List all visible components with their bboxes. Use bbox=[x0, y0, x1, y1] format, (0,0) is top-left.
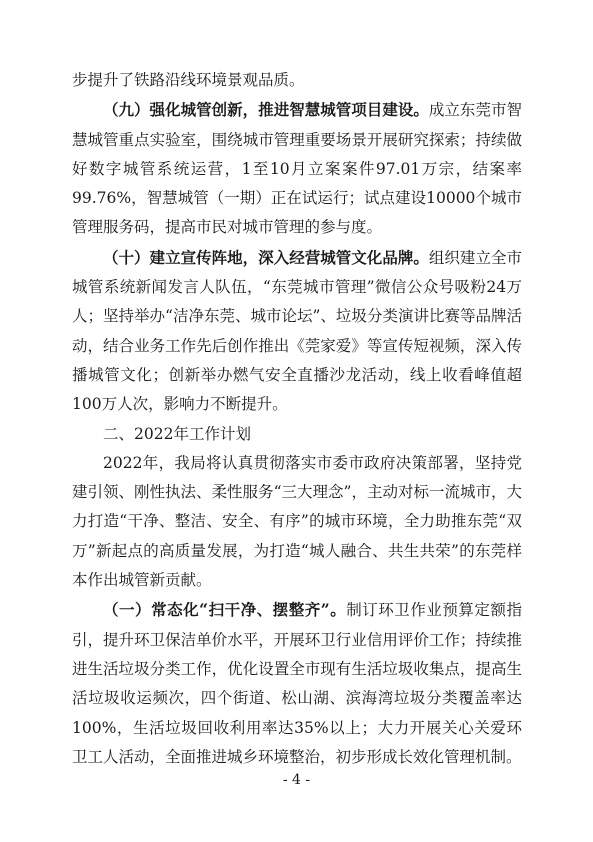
page-number: - 4 - bbox=[282, 772, 311, 788]
section-heading-text: 二、2022年工作计划 bbox=[103, 424, 251, 443]
paragraph-heading: （一）常态化“扫干净、摆整齐”。 bbox=[103, 600, 347, 620]
paragraph-continuation bbox=[72, 66, 522, 95]
paragraph-text: 制订环卫作业预算定额指引，提升环卫保洁单价水平，开展环卫行业信用评价工作；持续推进生活垃圾分类工作，优化设置全市现有生活垃圾收集点，提高生活垃圾收运频次，四个街道、松山湖、滨海湾垃圾分类覆盖率达100%，生活垃圾回收利用率达35%以上；大力开展关心关爱环卫工人活动，全面推进城乡环境整治，初步形成长效化管理机制。 bbox=[72, 601, 522, 766]
paragraph-item-9 bbox=[72, 95, 522, 242]
paragraph-text: 2022年，我局将认真贯彻落实市委市政府决策部署，坚持党建引领、刚性执法、柔性服务“三大理念”，主动对标一流城市，大力打造“干净、整洁、安全、有序”的城市环境，全力助推东莞“双万”新起点的高质量发展，为打造“城人融合、共生共荣”的东莞样本作出城管新贡献。 bbox=[72, 453, 522, 590]
paragraph-text: 组织建立全市城管系统新闻发言人队伍，“东莞城市管理”微信公众号吸粉24万人；坚持举办“洁净东莞、城市论坛”、垃圾分类演讲比赛等品牌活动，结合业务工作先后创作推出《莞家爱》等宣传短视频，深入传播城管文化；创新举办燃气安全直播沙龙活动，线上收看峰值超100万人次，影响力不断提升。 bbox=[72, 248, 522, 414]
paragraph-plan-item-1 bbox=[72, 595, 522, 772]
section-heading-2022-plan bbox=[72, 420, 522, 449]
paragraph-item-10 bbox=[72, 243, 522, 420]
paragraph-heading: （九）强化城管创新，推进智慧城管项目建设。 bbox=[103, 100, 429, 120]
paragraph-text: 步提升了铁路沿线环境景观品质。 bbox=[72, 71, 305, 89]
paragraph-heading: （十）建立宣传阵地，深入经营城管文化品牌。 bbox=[103, 247, 429, 267]
paragraph-2022-intro bbox=[72, 449, 522, 595]
paragraph-text: 成立东莞市智慧城管重点实验室，围绕城市管理重要场景开展研究探索；持续做好数字城管系统运营，1至10月立案案件97.01万宗，结案率99.76%，智慧城管（一期）正在试运行；试点建设10000个城市管理服务码，提高市民对城市管理的参与度。 bbox=[72, 101, 522, 237]
document-body bbox=[72, 66, 522, 772]
